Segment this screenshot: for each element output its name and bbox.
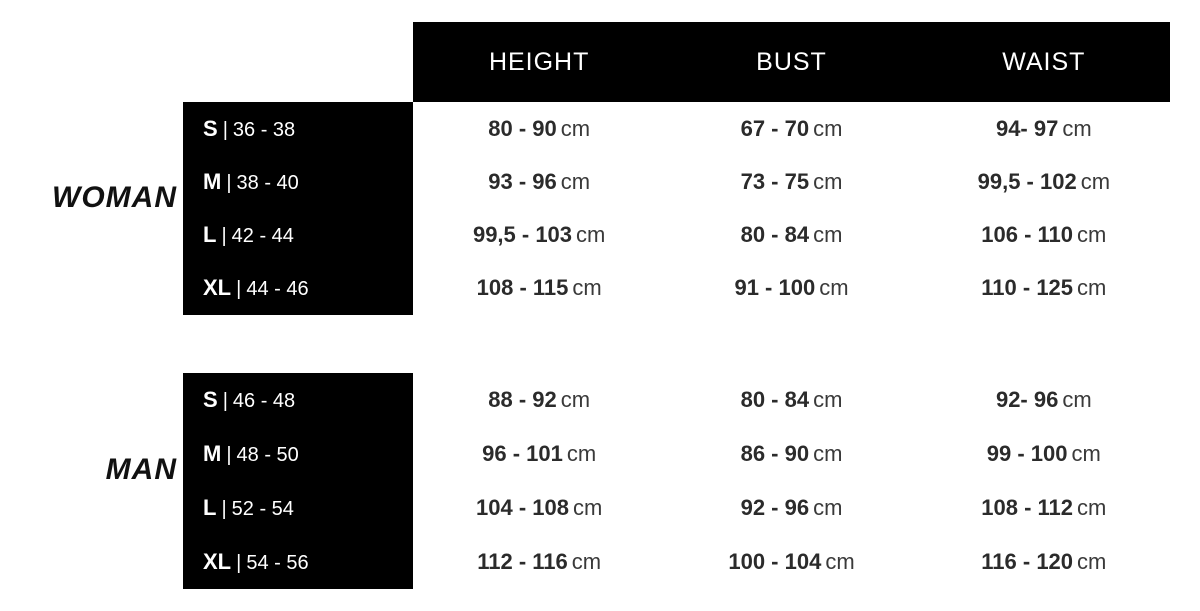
waist-unit: cm — [1080, 168, 1111, 194]
waist-cell — [918, 275, 1170, 301]
bust-unit: cm — [813, 168, 843, 194]
height-value: 99,5 - 103 — [472, 221, 573, 247]
size-range: 52 - 54 — [231, 498, 294, 520]
size-cell — [183, 495, 413, 521]
bust-unit: cm — [813, 387, 843, 412]
size-cell — [183, 116, 413, 142]
waist-value: 92- 96 — [995, 387, 1059, 412]
waist-value: 106 - 110 — [981, 221, 1074, 247]
height-value: 96 - 101 — [482, 441, 563, 466]
bust-value: 92 - 96 — [740, 495, 810, 520]
height-cell — [413, 387, 665, 413]
bust-cell — [665, 116, 917, 142]
size-cell — [183, 169, 413, 195]
bust-unit: cm — [825, 549, 855, 574]
bust-value: 91 - 100 — [734, 274, 816, 300]
column-header-height: HEIGHT — [488, 47, 590, 76]
column-header-waist: WAIST — [1002, 47, 1086, 76]
waist-value: 94- 97 — [995, 115, 1059, 141]
table-body-woman — [183, 102, 1170, 314]
height-unit: cm — [560, 115, 591, 141]
column-header-bust: BUST — [756, 47, 827, 76]
waist-value: 116 - 120 — [981, 549, 1074, 574]
bust-cell — [665, 549, 917, 575]
group-label-woman: WOMAN — [52, 181, 177, 214]
waist-value: 99,5 - 102 — [977, 168, 1077, 194]
height-unit: cm — [571, 549, 602, 574]
table-header-row — [413, 22, 1170, 102]
size-code: XL — [203, 274, 232, 300]
height-cell — [413, 169, 665, 195]
waist-cell — [918, 495, 1170, 521]
size-range: 48 - 50 — [236, 444, 299, 466]
height-unit: cm — [566, 441, 597, 466]
group-label-man: MAN — [105, 453, 177, 486]
height-value: 80 - 90 — [488, 115, 557, 141]
waist-cell — [918, 169, 1170, 195]
size-code: S — [203, 387, 218, 412]
height-value: 104 - 108 — [476, 495, 569, 520]
table-row — [183, 481, 1170, 535]
height-value: 93 - 96 — [488, 168, 557, 194]
size-separator: | — [226, 444, 232, 466]
size-range: 38 - 40 — [236, 171, 299, 194]
waist-unit: cm — [1077, 495, 1107, 520]
bust-value: 67 - 70 — [740, 115, 810, 141]
waist-unit: cm — [1077, 274, 1107, 300]
size-separator: | — [221, 224, 227, 247]
height-unit: cm — [560, 168, 591, 194]
height-unit: cm — [572, 495, 603, 520]
waist-cell — [918, 222, 1170, 248]
height-value: 112 - 116 — [477, 549, 568, 574]
bust-value: 100 - 104 — [728, 549, 822, 574]
table-row — [183, 261, 1170, 314]
bust-cell — [665, 169, 917, 195]
size-range: 54 - 56 — [246, 552, 309, 574]
waist-cell — [918, 441, 1170, 467]
size-code: M — [203, 168, 222, 194]
size-cell — [183, 441, 413, 467]
bust-value: 73 - 75 — [740, 168, 810, 194]
size-code: L — [203, 495, 217, 520]
size-cell — [183, 275, 413, 301]
table-row — [183, 155, 1170, 208]
bust-cell — [665, 275, 917, 301]
waist-cell — [918, 387, 1170, 413]
bust-cell — [665, 387, 917, 413]
waist-value: 110 - 125 — [981, 274, 1074, 300]
height-cell — [413, 495, 665, 521]
waist-value: 99 - 100 — [986, 441, 1068, 466]
bust-cell — [665, 222, 917, 248]
table-row — [183, 427, 1170, 481]
size-separator: | — [226, 171, 232, 194]
height-cell — [413, 441, 665, 467]
size-range: 42 - 44 — [231, 224, 294, 247]
bust-unit: cm — [813, 221, 843, 247]
bust-value: 80 - 84 — [740, 387, 810, 412]
height-unit: cm — [576, 221, 606, 247]
size-cell — [183, 387, 413, 413]
size-cell — [183, 549, 413, 575]
bust-unit: cm — [819, 274, 849, 300]
bust-cell — [665, 495, 917, 521]
size-range: 46 - 48 — [232, 390, 296, 412]
height-cell — [413, 116, 665, 142]
size-code: XL — [203, 549, 232, 574]
height-unit: cm — [572, 274, 602, 300]
size-code: S — [203, 115, 218, 141]
bust-unit: cm — [813, 495, 843, 520]
bust-unit: cm — [813, 115, 843, 141]
table-row — [183, 373, 1170, 427]
table-body-man — [183, 373, 1170, 589]
waist-unit: cm — [1077, 549, 1107, 574]
size-range: 36 - 38 — [232, 118, 296, 141]
size-separator: | — [222, 390, 228, 412]
bust-value: 80 - 84 — [740, 221, 810, 247]
size-separator: | — [221, 498, 227, 520]
bust-cell — [665, 441, 917, 467]
height-unit: cm — [560, 387, 591, 412]
height-cell — [413, 549, 665, 575]
height-value: 88 - 92 — [488, 387, 557, 412]
bust-value: 86 - 90 — [740, 441, 810, 466]
bust-unit: cm — [813, 441, 843, 466]
size-range: 44 - 46 — [246, 277, 309, 300]
table-row — [183, 208, 1170, 261]
waist-value: 108 - 112 — [981, 495, 1074, 520]
size-cell — [183, 222, 413, 248]
table-row — [183, 102, 1170, 155]
waist-cell — [918, 116, 1170, 142]
waist-unit: cm — [1077, 221, 1107, 247]
waist-unit: cm — [1062, 387, 1092, 412]
size-code: M — [203, 441, 222, 466]
size-code: L — [203, 221, 217, 247]
height-value: 108 - 115 — [476, 274, 569, 300]
table-row — [183, 535, 1170, 589]
size-separator: | — [236, 552, 242, 574]
size-separator: | — [222, 118, 228, 141]
waist-unit: cm — [1062, 115, 1092, 141]
height-cell — [413, 222, 665, 248]
height-cell — [413, 275, 665, 301]
waist-unit: cm — [1071, 441, 1101, 466]
size-separator: | — [236, 277, 242, 300]
waist-cell — [918, 549, 1170, 575]
